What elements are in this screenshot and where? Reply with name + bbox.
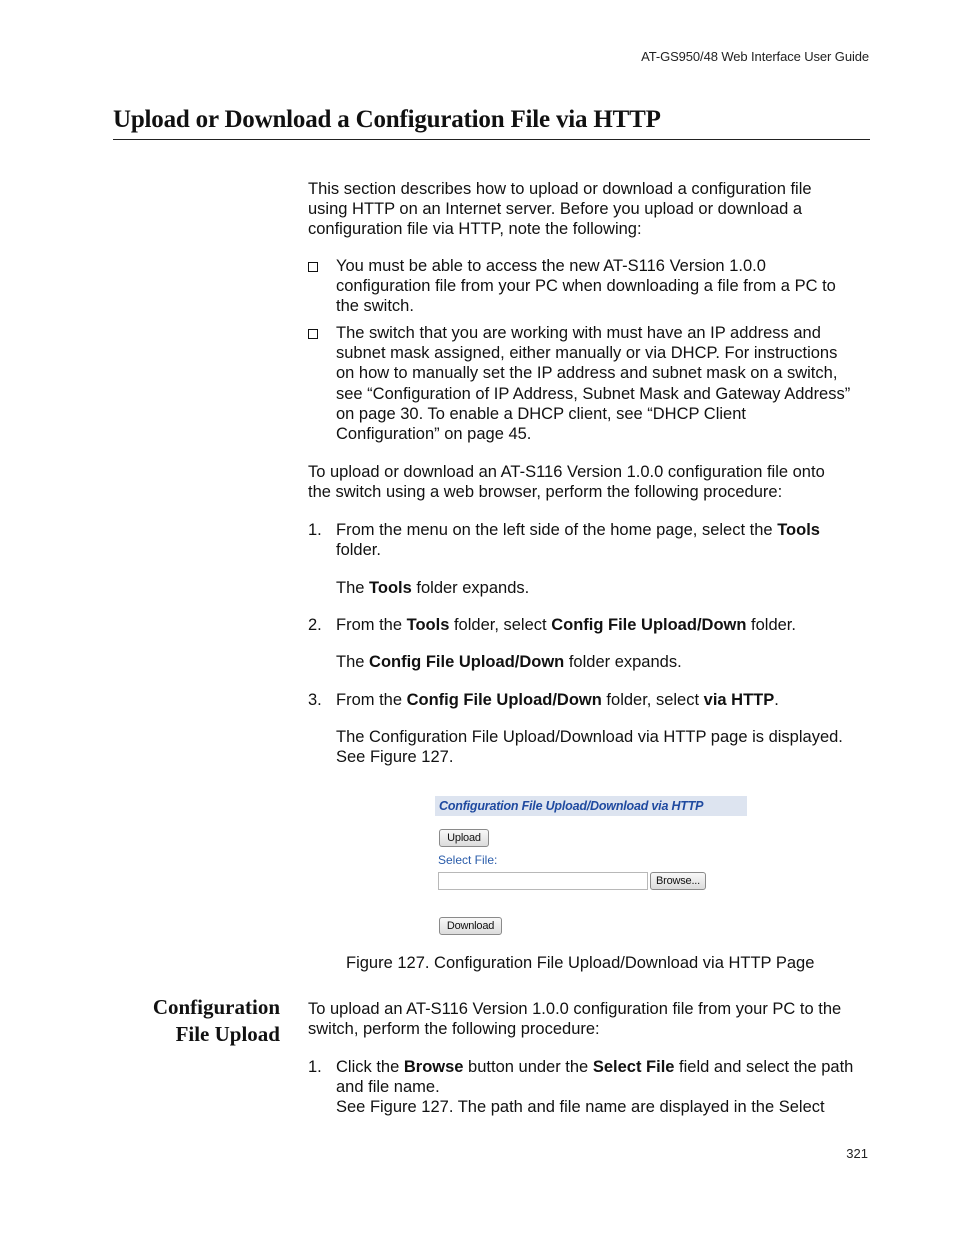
download-button[interactable]: Download [439,917,502,935]
heading-line: File Upload [175,1022,280,1046]
text-line: configuration file via HTTP, note the following: [308,220,642,239]
text-line: subnet mask assigned, either manually or via DHCP. For instructions [336,344,838,363]
text-line: The Configuration File Upload/Download via HTTP page is displayed. [336,728,843,746]
bold-term: Tools [777,521,820,539]
step-2-result [336,652,881,672]
text-line: See Figure 127. [336,748,454,767]
text-run: . [774,691,779,709]
text-line: This section describes how to upload or download a configuration file [308,180,812,198]
bold-term: Config File Upload/Down [369,653,565,671]
bullet-item [336,256,881,317]
text-line: and file name. [336,1078,440,1097]
text-run: field and select the path [674,1058,854,1076]
upload-intro [308,999,873,1039]
page-number: 321 [846,1146,868,1161]
text-line: To upload or download an AT-S116 Version 1.0.0 configuration file onto [308,463,825,481]
text-run: button under the [463,1058,593,1076]
text-line: on page 30. To enable a DHCP client, see “DHCP Client [336,404,746,423]
upload-button[interactable]: Upload [439,829,489,847]
procedure-intro [308,462,873,502]
intro-paragraph [308,179,873,240]
bold-term: via HTTP [703,691,775,709]
bold-term: Tools [369,579,412,597]
text-line: the switch using a web browser, perform the following procedure: [308,483,783,502]
text-run: Click the [336,1058,404,1076]
subsection-heading [153,994,280,1048]
text-run: The [336,579,370,597]
bold-term: Config File Upload/Down [406,691,602,709]
step-number: 3. [308,691,322,709]
bold-term: Browse [403,1058,464,1076]
text-line: configuration file from your PC when downloading a file from a PC to [336,277,836,296]
bullet-item [336,323,881,444]
figure-caption: Figure 127. Configuration File Upload/Download via HTTP Page [346,954,815,972]
text-line: See Figure 127. The path and file name are displayed in the Select [336,1098,825,1117]
text-run: The [336,653,370,671]
step-number: 2. [308,616,322,634]
step-3-result [336,727,881,767]
upload-step-1-text [336,1057,881,1118]
step-1-text [336,520,881,560]
text-line: To upload an AT-S116 Version 1.0.0 configuration file from your PC to the [308,1000,842,1018]
text-run: folder expands. [411,579,530,597]
text-run: From the [336,616,407,634]
section-title: Upload or Download a Configuration File via HTTP [113,106,661,133]
checkbox-bullet-icon [308,325,318,345]
text-run: folder. [746,616,796,634]
step-3-text [336,690,881,710]
title-divider [113,139,870,140]
select-file-label: Select File: [438,853,498,867]
text-run: From the [336,691,407,709]
step-number: 1. [308,1058,322,1076]
figure-panel-title: Configuration File Upload/Download via HTTP [435,796,747,816]
text-line: The switch that you are working with must have an IP address and [336,324,821,342]
text-line: using HTTP on an Internet server. Before you upload or download a [308,200,803,219]
text-run: folder expands. [564,653,682,671]
text-run: folder, select [601,691,704,709]
text-run: folder, select [449,616,552,634]
step-2-text [336,615,881,635]
heading-line: Configuration [152,995,280,1019]
bold-term: Tools [406,616,450,634]
text-line: Configuration” on page 45. [336,425,532,444]
text-line: You must be able to access the new AT-S116 Version 1.0.0 [336,257,766,275]
select-file-input[interactable] [438,872,648,890]
step-number: 1. [308,521,322,539]
step-1-result [336,578,881,598]
text-line: see “Configuration of IP Address, Subnet Mask and Gateway Address” [336,384,851,403]
text-run: From the menu on the left side of the home page, select the [336,521,778,539]
bold-term: Config File Upload/Down [551,616,747,634]
bold-term: Select File [592,1058,675,1076]
running-header: AT-GS950/48 Web Interface User Guide [641,49,869,64]
text-line: folder. [336,541,381,560]
text-line: the switch. [336,297,414,316]
text-line: switch, perform the following procedure: [308,1020,600,1039]
checkbox-bullet-icon [308,258,318,278]
text-line: on how to manually set the IP address and subnet mask on a switch, [336,364,838,383]
browse-button[interactable]: Browse... [650,872,706,890]
